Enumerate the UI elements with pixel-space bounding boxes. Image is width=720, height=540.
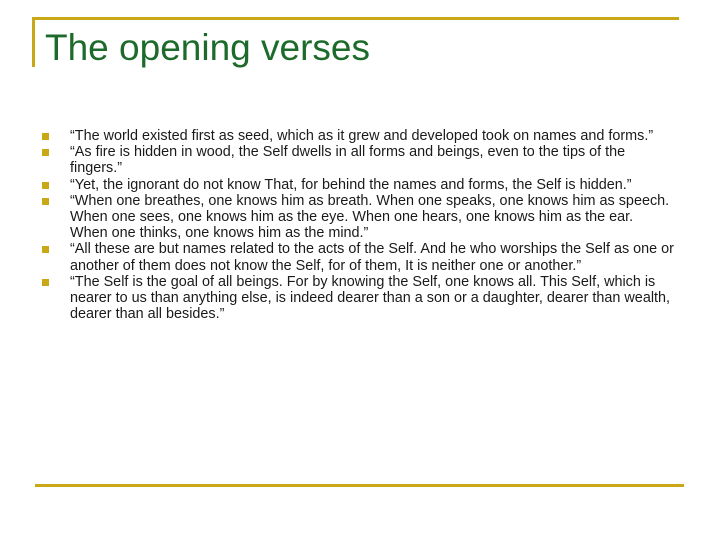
bullet-item [42,193,674,242]
square-bullet-icon [42,198,49,205]
bullet-item [42,144,674,176]
bullet-text: “When one breathes, one knows him as breath. When one speaks, one knows him as speech. When one sees, one knows him as the eye. When one hears, one knows him as the ear. When one thinks, one knows him as the mind.” [70,192,670,242]
bullet-list [42,128,674,322]
slide-title: The opening verses [45,27,370,68]
bullet-text: “Yet, the ignorant do not know That, for behind the names and forms, the Self is hidden.” [70,176,632,193]
top-rule [35,17,679,20]
square-bullet-icon [42,279,49,286]
bullet-text: “The world existed first as seed, which as it grew and developed took on names and forms.” [70,128,654,144]
bullet-item [42,177,674,193]
left-rule [32,17,35,67]
bullet-text: “As fire is hidden in wood, the Self dwells in all forms and beings, even to the tips of the fingers.” [70,144,626,177]
bullet-text: “The Self is the goal of all beings. For by knowing the Self, one knows all. This Self, which is nearer to us than anything else, is indeed dearer than a son or a daughter, dearer than wealth, dearer than all besides.” [70,273,671,323]
bullet-item [42,241,674,273]
bullet-text: “All these are but names related to the acts of the Self. And he who worships the Self as one or another of them does not know the Self, for of them, It is neither one or another.” [70,241,674,274]
bottom-rule [35,484,684,487]
square-bullet-icon [42,182,49,189]
bullet-item [42,274,674,323]
bullet-item [42,128,674,144]
square-bullet-icon [42,149,49,156]
square-bullet-icon [42,133,49,140]
square-bullet-icon [42,246,49,253]
